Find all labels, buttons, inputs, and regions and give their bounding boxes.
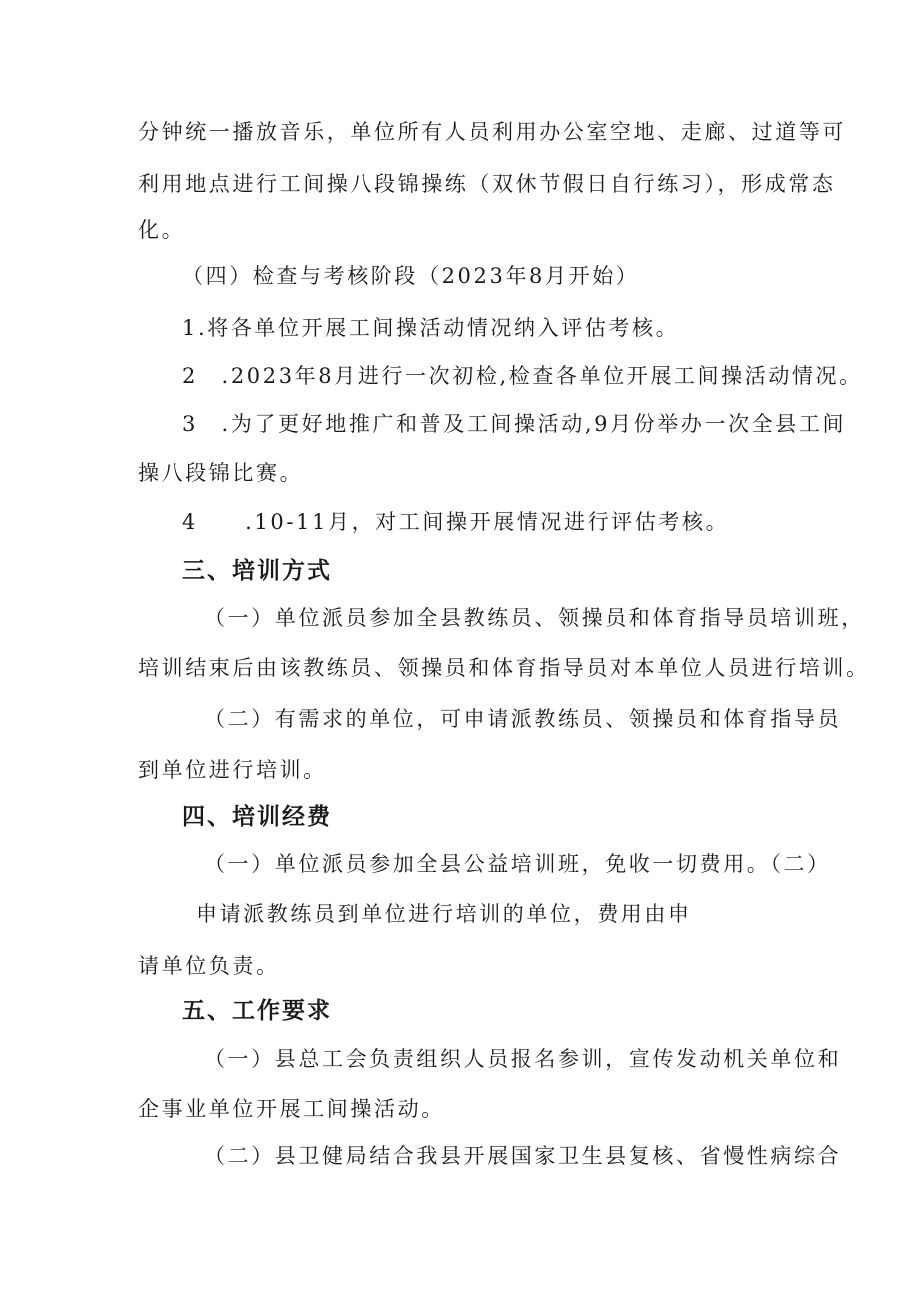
paragraph-line: 化。 [138,218,186,242]
paragraph-line: 申请派教练员到单位进行培训的单位，费用由申 [196,902,692,926]
list-item: 1.将各单位开展工间操活动情况纳入评估考核。 [182,316,680,340]
paragraph-line: （一）单位派员参加全县教练员、领操员和体育指导员培训班， [204,606,865,630]
paragraph-line: （二）县卫健局结合我县开展国家卫生县复核、省慢性病综合 [204,1144,842,1168]
paragraph-line: （一）单位派员参加全县公益培训班，免收一切费用。（二） [204,852,831,876]
list-item: 3 .为了更好地推广和普及工间操活动,9月份举办一次全县工间 [182,412,847,436]
paragraph-line: 分钟统一播放音乐，单位所有人员利用办公室空地、走廊、过道等可 [138,120,846,144]
paragraph-line: （一）县总工会负责组织人员报名参训，宣传发动机关单位和 [204,1047,842,1071]
section-subheading: （四）检查与考核阶段（2023年8月开始） [182,264,640,288]
paragraph-line: 操八段锦比赛。 [138,461,304,485]
paragraph-line: 请单位负责。 [138,954,280,978]
section-heading-training-method: 三、培训方式 [182,558,332,584]
paragraph-line: （二）有需求的单位，可申请派教练员、领操员和体育指导员 [204,707,842,731]
paragraph-line: 培训结束后由该教练员、领操员和体育指导员对本单位人员进行培训。 [138,656,870,680]
paragraph-line: 利用地点进行工间操八段锦操练（双休节假日自行练习），形成常态 [138,172,836,196]
paragraph-line: 到单位进行培训。 [138,758,327,782]
section-heading-training-funds: 四、培训经费 [182,804,332,830]
section-heading-work-requirements: 五、工作要求 [182,998,332,1024]
list-item: 2 .2023年8月进行一次初检,检查各单位开展工间操活动情况。 [182,364,863,388]
paragraph-line: 企事业单位开展工间操活动。 [138,1097,445,1121]
list-item: 4 .10-11月，对工间操开展情况进行评估考核。 [182,510,730,534]
